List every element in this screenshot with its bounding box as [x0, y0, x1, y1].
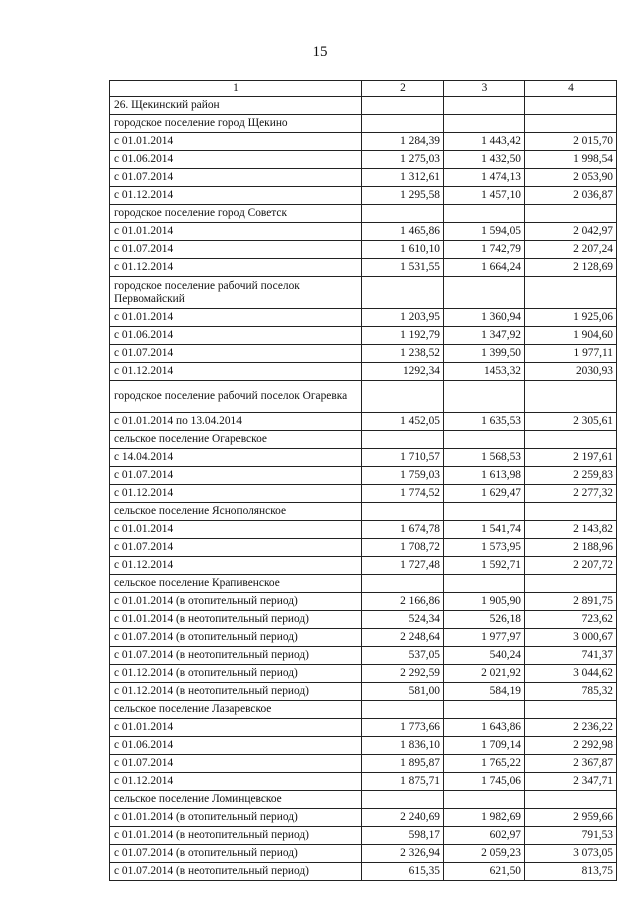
- row-label: с 01.07.2014: [110, 467, 362, 485]
- value-cell-col3: 602,97: [444, 827, 525, 845]
- table-row: [110, 719, 617, 737]
- row-label: с 01.01.2014 (в неотопительный период): [110, 827, 362, 845]
- value-cell-col4: [525, 381, 617, 413]
- table-row: [110, 345, 617, 363]
- value-cell-col2: 537,05: [362, 647, 444, 665]
- table-row: [110, 557, 617, 575]
- value-cell-col4: 1 998,54: [525, 151, 617, 169]
- value-cell-col3: 1 635,53: [444, 413, 525, 431]
- value-cell-col2: 1 836,10: [362, 737, 444, 755]
- value-cell-col2: 1 674,78: [362, 521, 444, 539]
- value-cell-col4: [525, 97, 617, 115]
- tariff-table: [109, 80, 617, 881]
- value-cell-col3: 1453,32: [444, 363, 525, 381]
- value-cell-col4: 2030,93: [525, 363, 617, 381]
- section-label: городское поселение город Щекино: [110, 115, 362, 133]
- row-label: с 01.06.2014: [110, 327, 362, 345]
- value-cell-col4: 2 367,87: [525, 755, 617, 773]
- value-cell-col2: 524,34: [362, 611, 444, 629]
- value-cell-col3: 584,19: [444, 683, 525, 701]
- value-cell-col2: [362, 277, 444, 309]
- row-label: с 01.01.2014 по 13.04.2014: [110, 413, 362, 431]
- table-row: [110, 259, 617, 277]
- value-cell-col4: 741,37: [525, 647, 617, 665]
- value-cell-col2: [362, 575, 444, 593]
- value-cell-col3: 1 474,13: [444, 169, 525, 187]
- value-cell-col3: 1 347,92: [444, 327, 525, 345]
- value-cell-col3: [444, 115, 525, 133]
- value-cell-col3: 1 905,90: [444, 593, 525, 611]
- value-cell-col3: [444, 791, 525, 809]
- column-header: 3: [444, 81, 525, 97]
- value-cell-col3: 1 443,42: [444, 133, 525, 151]
- table-section-row: [110, 431, 617, 449]
- value-cell-col4: [525, 115, 617, 133]
- value-cell-col3: 1 457,10: [444, 187, 525, 205]
- value-cell-col2: 2 166,86: [362, 593, 444, 611]
- value-cell-col2: [362, 701, 444, 719]
- page-number: 15: [312, 44, 328, 60]
- table-row: [110, 665, 617, 683]
- value-cell-col4: 1 904,60: [525, 327, 617, 345]
- value-cell-col2: 1 895,87: [362, 755, 444, 773]
- value-cell-col4: [525, 575, 617, 593]
- value-cell-col3: 2 059,23: [444, 845, 525, 863]
- value-cell-col4: 2 042,97: [525, 223, 617, 241]
- row-label: с 14.04.2014: [110, 449, 362, 467]
- value-cell-col4: 1 977,11: [525, 345, 617, 363]
- value-cell-col2: 1292,34: [362, 363, 444, 381]
- section-label: сельское поселение Яснополянское: [110, 503, 362, 521]
- value-cell-col4: [525, 503, 617, 521]
- table-row: [110, 241, 617, 259]
- table-row: [110, 809, 617, 827]
- value-cell-col3: [444, 97, 525, 115]
- table-row: [110, 827, 617, 845]
- value-cell-col2: 2 248,64: [362, 629, 444, 647]
- value-cell-col2: 2 240,69: [362, 809, 444, 827]
- value-cell-col3: 1 399,50: [444, 345, 525, 363]
- row-label: с 01.07.2014: [110, 345, 362, 363]
- value-cell-col4: 2 891,75: [525, 593, 617, 611]
- value-cell-col3: 1 541,74: [444, 521, 525, 539]
- row-label: с 01.01.2014: [110, 133, 362, 151]
- column-header: 2: [362, 81, 444, 97]
- value-cell-col3: 1 664,24: [444, 259, 525, 277]
- row-label: с 01.01.2014: [110, 719, 362, 737]
- row-label: с 01.12.2014 (в неотопительный период): [110, 683, 362, 701]
- value-cell-col3: 1 592,71: [444, 557, 525, 575]
- value-cell-col4: 2 053,90: [525, 169, 617, 187]
- value-cell-col4: 2 188,96: [525, 539, 617, 557]
- table-section-row: [110, 381, 617, 413]
- table-section-row: [110, 277, 617, 309]
- value-cell-col4: 2 207,24: [525, 241, 617, 259]
- value-cell-col4: 2 015,70: [525, 133, 617, 151]
- value-cell-col4: 2 143,82: [525, 521, 617, 539]
- value-cell-col2: [362, 97, 444, 115]
- value-cell-col2: 1 238,52: [362, 345, 444, 363]
- row-label: с 01.01.2014 (в отопительный период): [110, 593, 362, 611]
- value-cell-col4: 3 073,05: [525, 845, 617, 863]
- value-cell-col2: [362, 205, 444, 223]
- section-label: сельское поселение Огаревское: [110, 431, 362, 449]
- value-cell-col4: 3 000,67: [525, 629, 617, 647]
- tariff-table-body: [110, 81, 617, 881]
- value-cell-col3: 1 613,98: [444, 467, 525, 485]
- section-label: городское поселение рабочий поселок Огаревка: [110, 381, 362, 413]
- table-row: [110, 467, 617, 485]
- value-cell-col2: 1 759,03: [362, 467, 444, 485]
- table-row: [110, 683, 617, 701]
- row-label: с 01.01.2014 (в отопительный период): [110, 809, 362, 827]
- value-cell-col2: 1 284,39: [362, 133, 444, 151]
- value-cell-col3: [444, 575, 525, 593]
- value-cell-col2: 2 326,94: [362, 845, 444, 863]
- row-label: с 01.12.2014: [110, 187, 362, 205]
- row-label: с 01.07.2014 (в отопительный период): [110, 629, 362, 647]
- value-cell-col4: 813,75: [525, 863, 617, 881]
- table-row: [110, 845, 617, 863]
- value-cell-col4: 791,53: [525, 827, 617, 845]
- row-label: с 01.07.2014 (в отопительный период): [110, 845, 362, 863]
- value-cell-col2: [362, 503, 444, 521]
- value-cell-col4: [525, 701, 617, 719]
- value-cell-col2: 1 192,79: [362, 327, 444, 345]
- column-header: 1: [110, 81, 362, 97]
- value-cell-col2: 1 203,95: [362, 309, 444, 327]
- table-section-row: [110, 701, 617, 719]
- value-cell-col2: 1 312,61: [362, 169, 444, 187]
- value-cell-col4: 2 128,69: [525, 259, 617, 277]
- table-section-row: [110, 205, 617, 223]
- value-cell-col4: 2 236,22: [525, 719, 617, 737]
- value-cell-col3: 540,24: [444, 647, 525, 665]
- table-section-row: [110, 115, 617, 133]
- value-cell-col3: 1 573,95: [444, 539, 525, 557]
- row-label: с 01.07.2014: [110, 755, 362, 773]
- row-label: с 01.12.2014: [110, 485, 362, 503]
- value-cell-col4: 2 277,32: [525, 485, 617, 503]
- value-cell-col2: 581,00: [362, 683, 444, 701]
- row-label: с 01.01.2014 (в неотопительный период): [110, 611, 362, 629]
- table-row: [110, 363, 617, 381]
- value-cell-col3: 1 745,06: [444, 773, 525, 791]
- value-cell-col3: [444, 205, 525, 223]
- value-cell-col3: 1 765,22: [444, 755, 525, 773]
- row-label: с 01.12.2014: [110, 557, 362, 575]
- table-row: [110, 327, 617, 345]
- section-label: 26. Щекинский район: [110, 97, 362, 115]
- table-row: [110, 593, 617, 611]
- value-cell-col4: 785,32: [525, 683, 617, 701]
- table-section-row: [110, 97, 617, 115]
- value-cell-col2: 1 710,57: [362, 449, 444, 467]
- table-row: [110, 521, 617, 539]
- value-cell-col2: 615,35: [362, 863, 444, 881]
- row-label: с 01.07.2014: [110, 241, 362, 259]
- value-cell-col4: 3 044,62: [525, 665, 617, 683]
- value-cell-col2: [362, 431, 444, 449]
- value-cell-col2: 1 774,52: [362, 485, 444, 503]
- value-cell-col3: [444, 701, 525, 719]
- table-row: [110, 629, 617, 647]
- value-cell-col4: 2 197,61: [525, 449, 617, 467]
- row-label: с 01.12.2014: [110, 259, 362, 277]
- value-cell-col2: 1 452,05: [362, 413, 444, 431]
- row-label: с 01.07.2014 (в неотопительный период): [110, 647, 362, 665]
- value-cell-col2: 1 295,58: [362, 187, 444, 205]
- value-cell-col3: 526,18: [444, 611, 525, 629]
- value-cell-col3: [444, 277, 525, 309]
- value-cell-col3: 621,50: [444, 863, 525, 881]
- table-row: [110, 309, 617, 327]
- value-cell-col2: 1 275,03: [362, 151, 444, 169]
- value-cell-col4: 1 925,06: [525, 309, 617, 327]
- table-row: [110, 755, 617, 773]
- value-cell-col2: [362, 791, 444, 809]
- section-label: городское поселение город Советск: [110, 205, 362, 223]
- value-cell-col4: [525, 791, 617, 809]
- row-label: с 01.01.2014: [110, 309, 362, 327]
- value-cell-col4: [525, 277, 617, 309]
- table-row: [110, 151, 617, 169]
- row-label: с 01.12.2014: [110, 773, 362, 791]
- row-label: с 01.06.2014: [110, 151, 362, 169]
- row-label: с 01.12.2014: [110, 363, 362, 381]
- row-label: с 01.06.2014: [110, 737, 362, 755]
- value-cell-col3: 1 982,69: [444, 809, 525, 827]
- table-row: [110, 413, 617, 431]
- value-cell-col2: 598,17: [362, 827, 444, 845]
- section-label: сельское поселение Крапивенское: [110, 575, 362, 593]
- table-header-row: [110, 81, 617, 97]
- row-label: с 01.01.2014: [110, 521, 362, 539]
- value-cell-col3: [444, 381, 525, 413]
- table-row: [110, 773, 617, 791]
- table-row: [110, 863, 617, 881]
- value-cell-col3: [444, 431, 525, 449]
- table-section-row: [110, 575, 617, 593]
- value-cell-col4: 2 305,61: [525, 413, 617, 431]
- value-cell-col3: 2 021,92: [444, 665, 525, 683]
- value-cell-col3: 1 977,97: [444, 629, 525, 647]
- value-cell-col2: 1 875,71: [362, 773, 444, 791]
- table-row: [110, 169, 617, 187]
- value-cell-col3: [444, 503, 525, 521]
- value-cell-col2: 2 292,59: [362, 665, 444, 683]
- value-cell-col4: [525, 205, 617, 223]
- table-row: [110, 133, 617, 151]
- value-cell-col2: 1 773,66: [362, 719, 444, 737]
- row-label: с 01.07.2014: [110, 539, 362, 557]
- table-section-row: [110, 791, 617, 809]
- value-cell-col3: 1 629,47: [444, 485, 525, 503]
- value-cell-col4: 2 292,98: [525, 737, 617, 755]
- value-cell-col2: [362, 381, 444, 413]
- row-label: с 01.07.2014: [110, 169, 362, 187]
- row-label: с 01.12.2014 (в отопительный период): [110, 665, 362, 683]
- section-label: сельское поселение Ломинцевское: [110, 791, 362, 809]
- value-cell-col4: 2 207,72: [525, 557, 617, 575]
- value-cell-col4: 2 959,66: [525, 809, 617, 827]
- table-row: [110, 539, 617, 557]
- value-cell-col2: 1 465,86: [362, 223, 444, 241]
- value-cell-col4: 2 347,71: [525, 773, 617, 791]
- value-cell-col3: 1 568,53: [444, 449, 525, 467]
- table-row: [110, 737, 617, 755]
- value-cell-col2: 1 531,55: [362, 259, 444, 277]
- section-label: городское поселение рабочий поселок Первомайский: [110, 277, 362, 309]
- value-cell-col2: 1 727,48: [362, 557, 444, 575]
- section-label: сельское поселение Лазаревское: [110, 701, 362, 719]
- value-cell-col4: 2 036,87: [525, 187, 617, 205]
- value-cell-col4: [525, 431, 617, 449]
- table-row: [110, 647, 617, 665]
- table-row: [110, 611, 617, 629]
- table-row: [110, 449, 617, 467]
- value-cell-col4: 2 259,83: [525, 467, 617, 485]
- value-cell-col3: 1 709,14: [444, 737, 525, 755]
- value-cell-col3: 1 643,86: [444, 719, 525, 737]
- value-cell-col2: 1 708,72: [362, 539, 444, 557]
- value-cell-col2: [362, 115, 444, 133]
- table-section-row: [110, 503, 617, 521]
- value-cell-col3: 1 742,79: [444, 241, 525, 259]
- table-row: [110, 223, 617, 241]
- table-row: [110, 187, 617, 205]
- column-header: 4: [525, 81, 617, 97]
- value-cell-col4: 723,62: [525, 611, 617, 629]
- value-cell-col3: 1 432,50: [444, 151, 525, 169]
- row-label: с 01.07.2014 (в неотопительный период): [110, 863, 362, 881]
- value-cell-col3: 1 594,05: [444, 223, 525, 241]
- row-label: с 01.01.2014: [110, 223, 362, 241]
- value-cell-col2: 1 610,10: [362, 241, 444, 259]
- table-row: [110, 485, 617, 503]
- value-cell-col3: 1 360,94: [444, 309, 525, 327]
